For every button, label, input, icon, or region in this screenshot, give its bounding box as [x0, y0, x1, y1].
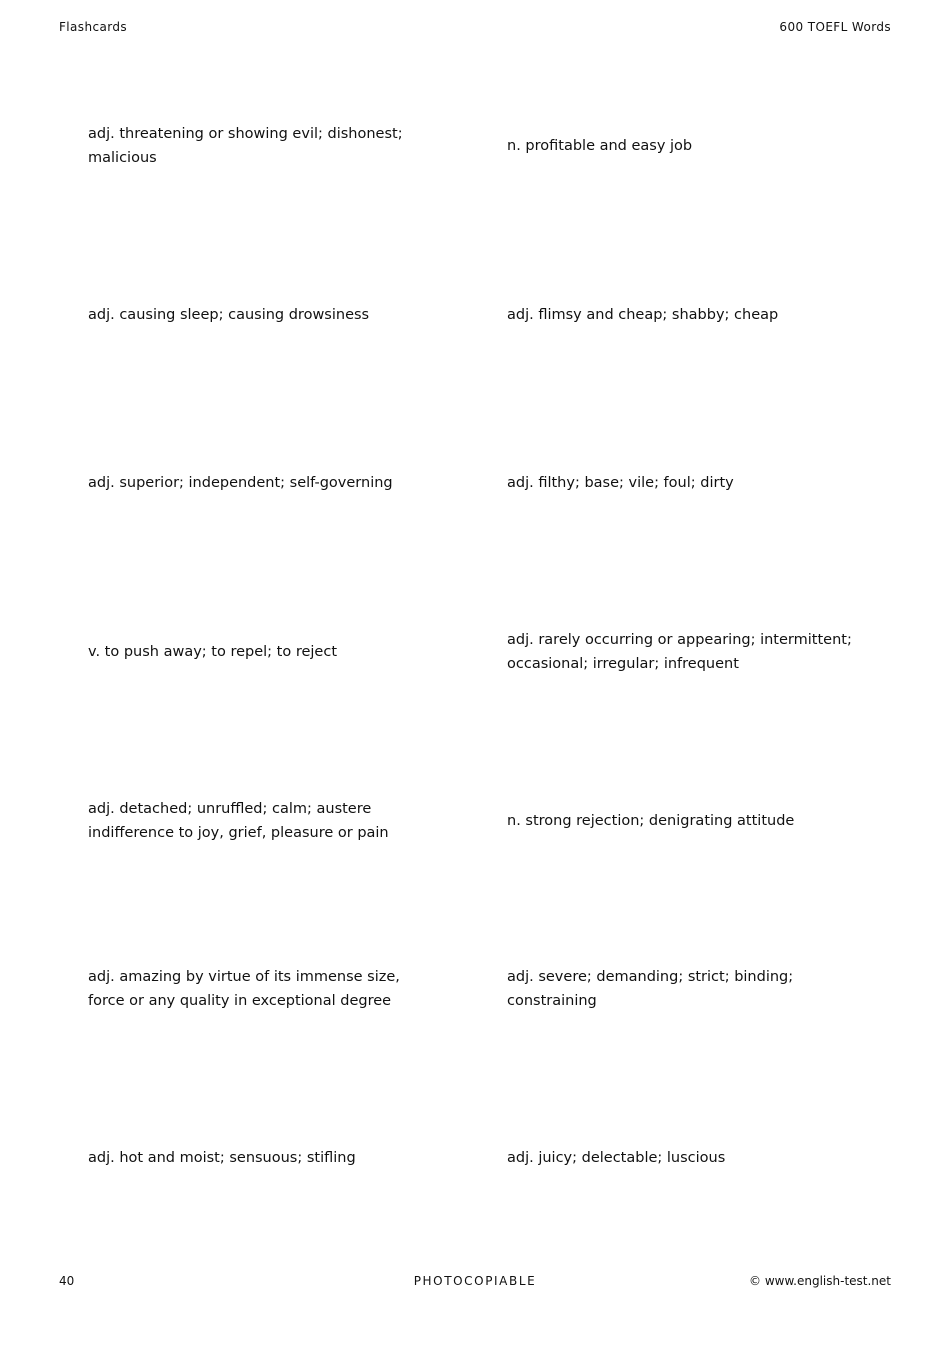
definition-text: n. strong rejection; denigrating attitude — [507, 812, 795, 829]
definition-text: adj. detached; unruffled; calm; austere indifference to joy, grief, pleasure or pain — [88, 800, 389, 841]
definition-text: adj. amazing by virtue of its immense size, force or any quality in exceptional degree — [88, 969, 400, 1010]
flashcard-definition — [88, 1074, 507, 1243]
flashcard-definition — [507, 62, 878, 231]
page-number: 40 — [59, 1274, 75, 1288]
flashcard-definition — [88, 568, 507, 737]
flashcard-grid — [88, 62, 878, 1242]
header-book-title: 600 TOEFL Words — [779, 20, 891, 34]
flashcard-definition — [88, 399, 507, 568]
definition-text: adj. threatening or showing evil; dishonest; malicious — [88, 126, 403, 167]
definition-text: adj. rarely occurring or appearing; intermittent; occasional; irregular; infrequent — [507, 632, 852, 673]
header-section-title: Flashcards — [59, 20, 127, 34]
definition-text: adj. flimsy and cheap; shabby; cheap — [507, 306, 779, 323]
flashcard-definition — [88, 62, 507, 231]
definition-text: adj. causing sleep; causing drowsiness — [88, 306, 370, 323]
flashcard-definition — [507, 905, 878, 1074]
flashcard-definition — [507, 568, 878, 737]
flashcard-definition — [88, 905, 507, 1074]
definition-text: adj. juicy; delectable; luscious — [507, 1149, 726, 1166]
definition-text: adj. hot and moist; sensuous; stifling — [88, 1149, 356, 1166]
flashcard-definition — [88, 231, 507, 400]
photocopiable-label: PHOTOCOPIABLE — [413, 1274, 537, 1288]
flashcard-definition — [507, 399, 878, 568]
definition-text: adj. filthy; base; vile; foul; dirty — [507, 475, 734, 492]
flashcard-definition — [507, 231, 878, 400]
flashcard-definition — [507, 1074, 878, 1243]
definition-text: n. profitable and easy job — [507, 138, 693, 155]
flashcard-definition — [507, 736, 878, 905]
copyright-notice: © www.english-test.net — [749, 1274, 891, 1288]
definition-text: v. to push away; to repel; to reject — [88, 644, 338, 661]
flashcard-definition — [88, 736, 507, 905]
definition-text: adj. superior; independent; self-governing — [88, 475, 393, 492]
definition-text: adj. severe; demanding; strict; binding; constraining — [507, 969, 794, 1010]
